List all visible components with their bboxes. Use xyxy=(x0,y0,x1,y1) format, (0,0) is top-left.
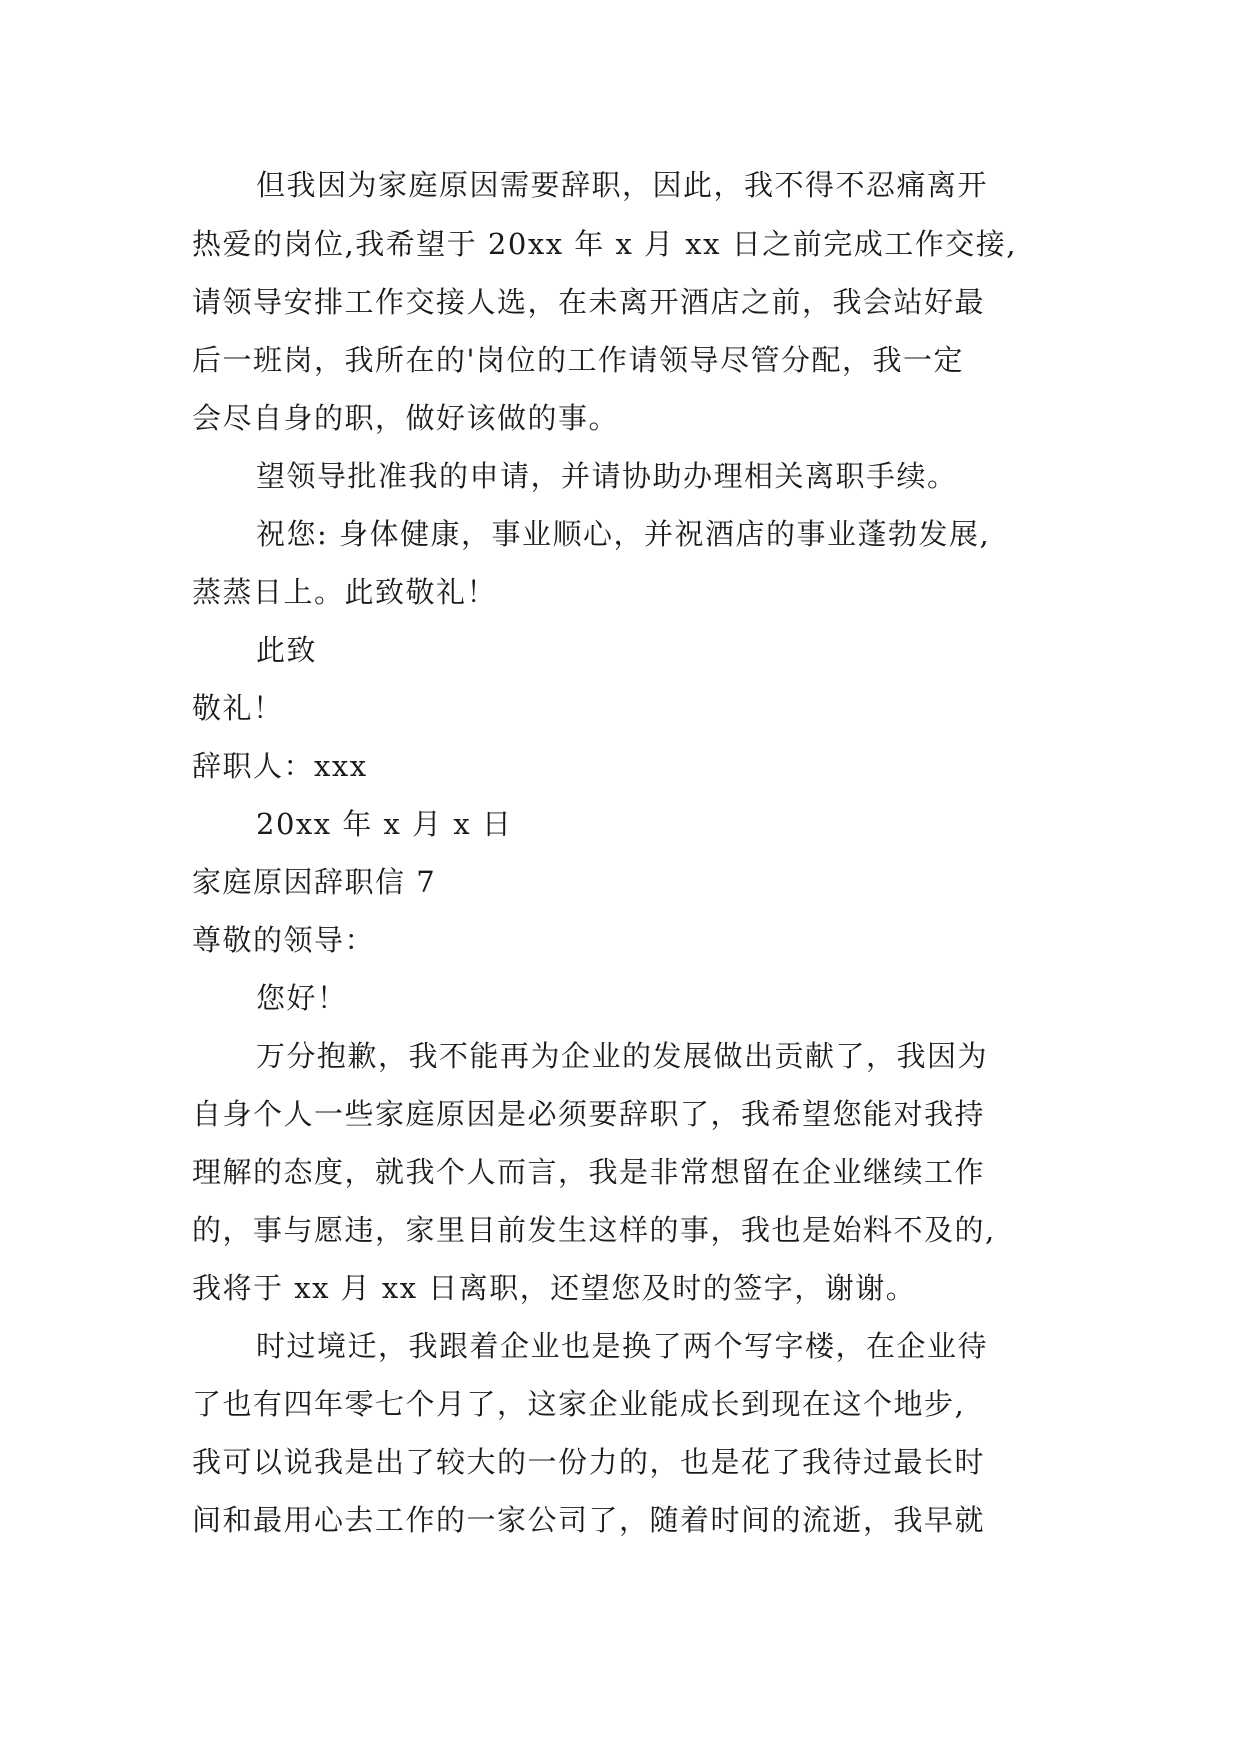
paragraph-line: 会尽自身的职，做好该做的事。 xyxy=(192,401,620,435)
paragraph-line: 自身个人一些家庭原因是必须要辞职了，我希望您能对我持 xyxy=(192,1097,986,1131)
closing-line: 敬礼！ xyxy=(192,691,284,725)
paragraph-line: 蒸蒸日上。此致敬礼！ xyxy=(192,575,498,609)
paragraph-line: 后一班岗，我所在的'岗位的工作请领导尽管分配，我一定 xyxy=(192,343,964,377)
paragraph-line: 的，事与愿违，家里目前发生这样的事，我也是始料不及的, xyxy=(192,1213,996,1247)
paragraph-line: 万分抱歉，我不能再为企业的发展做出贡献了，我因为 xyxy=(256,1039,989,1073)
signature-line: 辞职人：xxx xyxy=(192,749,368,783)
section-title: 家庭原因辞职信 7 xyxy=(192,865,437,899)
paragraph-line: 我将于 xx 月 xx 日离职，还望您及时的签字，谢谢。 xyxy=(192,1271,917,1305)
paragraph-line: 理解的态度，就我个人而言，我是非常想留在企业继续工作 xyxy=(192,1155,986,1189)
closing-line: 此致 xyxy=(256,633,318,667)
paragraph-line: 了也有四年零七个月了，这家企业能成长到现在这个地步, xyxy=(192,1387,966,1421)
paragraph-line: 时过境迁，我跟着企业也是换了两个写字楼，在企业待 xyxy=(256,1329,989,1363)
paragraph-line: 热爱的岗位,我希望于 20xx 年 x 月 xx 日之前完成工作交接, xyxy=(192,227,1017,261)
paragraph-line: 请领导安排工作交接人选，在未离开酒店之前，我会站好最 xyxy=(192,285,986,319)
paragraph-line: 我可以说我是出了较大的一份力的，也是花了我待过最长时 xyxy=(192,1445,986,1479)
paragraph-line: 望领导批准我的申请，并请协助办理相关离职手续。 xyxy=(256,459,958,493)
paragraph-line: 间和最用心去工作的一家公司了，随着时间的流逝，我早就 xyxy=(192,1503,986,1537)
paragraph-line: 但我因为家庭原因需要辞职，因此，我不得不忍痛离开 xyxy=(256,168,989,202)
paragraph-line: 祝您: 身体健康，事业顺心，并祝酒店的事业蓬勃发展, xyxy=(256,517,991,551)
date-line: 20xx 年 x 月 x 日 xyxy=(256,807,513,841)
greeting-line: 您好！ xyxy=(256,981,348,1015)
salutation-line: 尊敬的领导： xyxy=(192,923,376,957)
